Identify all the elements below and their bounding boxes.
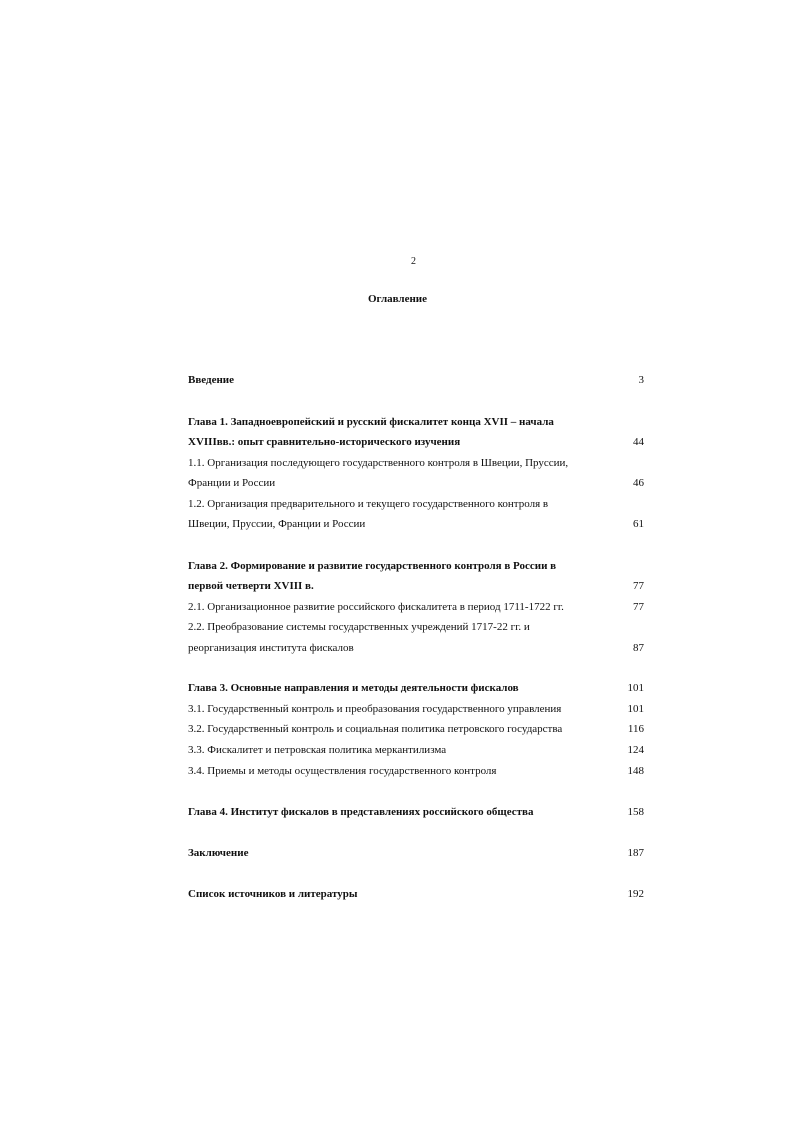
toc-page-section-1-1: 46 xyxy=(633,477,644,489)
toc-page-section-3-4: 148 xyxy=(627,765,644,777)
toc-page-chapter-3: 101 xyxy=(627,682,644,694)
toc-entry-section-2-2-line2: реорганизация института фискалов xyxy=(188,642,354,654)
toc-entry-chapter-1-line1: Глава 1. Западноевропейский и русский фискалитет конца XVII – начала xyxy=(188,416,554,428)
toc-entry-section-3-1: 3.1. Государственный контроль и преобразования государственного управления xyxy=(188,703,562,715)
toc-entry-section-3-4: 3.4. Приемы и методы осуществления государственного контроля xyxy=(188,765,497,777)
toc-entry-section-1-1-line1: 1.1. Организация последующего государственного контроля в Швеции, Пруссии, xyxy=(188,457,569,469)
toc-page-section-3-3: 124 xyxy=(627,744,644,756)
toc-page-intro: 3 xyxy=(638,374,644,386)
toc-page-section-1-2: 61 xyxy=(633,518,644,530)
toc-page-chapter-1: 44 xyxy=(633,436,644,448)
toc-entry-section-2-2-line1: 2.2. Преобразование системы государственных учреждений 1717-22 гг. и xyxy=(188,621,530,633)
toc-entry-chapter-1-line2: XVIIIвв.: опыт сравнительно-исторического изучения xyxy=(188,436,461,448)
page-number: 2 xyxy=(411,256,416,267)
toc-page-section-2-2: 87 xyxy=(633,642,644,654)
toc-entry-section-2-1: 2.1. Организационное развитие российского фискалитета в период 1711-1722 гг. xyxy=(188,601,564,613)
toc-entry-chapter-2-line1: Глава 2. Формирование и развитие государственного контроля в России в xyxy=(188,560,557,572)
toc-entry-section-1-1-line2: Франции и России xyxy=(188,477,276,489)
toc-page-section-3-2: 116 xyxy=(627,723,644,735)
toc-page-chapter-4: 158 xyxy=(627,806,644,818)
toc-entry-section-3-3: 3.3. Фискалитет и петровская политика меркантилизма xyxy=(188,744,447,756)
toc-page-chapter-2: 77 xyxy=(633,580,644,592)
toc-page-section-3-1: 101 xyxy=(627,703,644,715)
toc-page-bibliography: 192 xyxy=(627,888,644,900)
toc-entry-chapter-3: Глава 3. Основные направления и методы деятельности фискалов xyxy=(188,682,519,694)
toc-entry-chapter-4: Глава 4. Институт фискалов в представлениях российского общества xyxy=(188,806,534,818)
page-title: Оглавление xyxy=(367,293,428,305)
toc-entry-section-1-2-line1: 1.2. Организация предварительного и текущего государственного контроля в xyxy=(188,498,549,510)
toc-entry-section-3-2: 3.2. Государственный контроль и социальная политика петровского государства xyxy=(188,723,563,735)
toc-entry-bibliography: Список источников и литературы xyxy=(188,888,358,900)
toc-entry-conclusion: Заключение xyxy=(188,847,249,859)
toc-page-conclusion: 187 xyxy=(627,847,644,859)
toc-entry-intro: Введение xyxy=(188,374,235,386)
toc-entry-section-1-2-line2: Швеции, Пруссии, Франции и России xyxy=(188,518,366,530)
toc-page-section-2-1: 77 xyxy=(633,601,644,613)
toc-entry-chapter-2-line2: первой четверти XVIII в. xyxy=(188,580,314,592)
